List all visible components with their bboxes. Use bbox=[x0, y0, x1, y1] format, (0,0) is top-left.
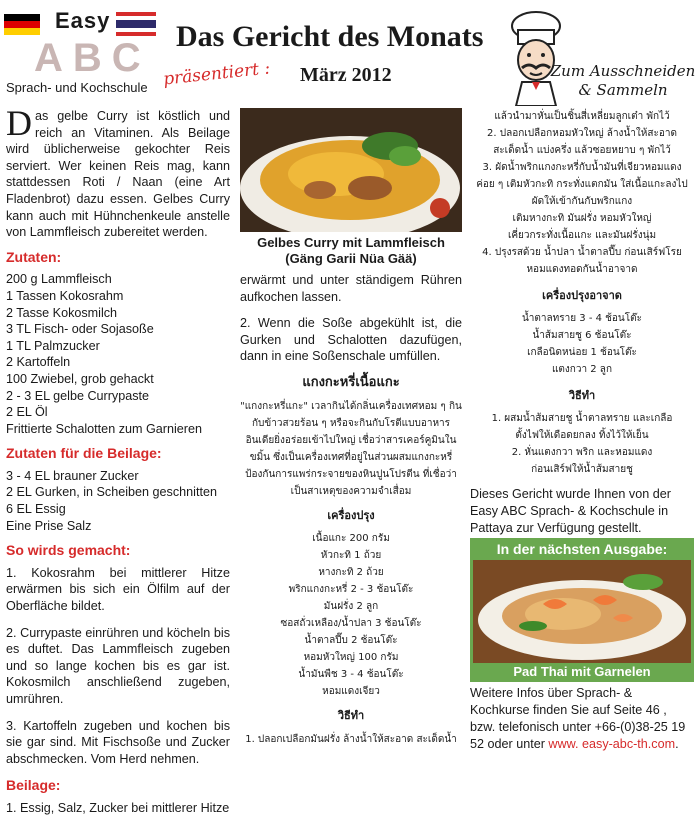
list-item: Frittierte Schalotten zum Garnieren bbox=[6, 421, 202, 436]
side-dish-step: 1. Essig, Salz, Zucker bei mittlerer Hitze bbox=[6, 800, 230, 815]
side-ingredients-list bbox=[6, 468, 230, 534]
ajad-method-line: ก่อนเสิร์ฟให้น้ำส้มสายชู bbox=[531, 464, 633, 475]
thai-intro: "แกงกะหรี่แกะ" เวลากินได้กลิ่นเครื่องเทศหอม ๆ กินกับข้าวสวยร้อน ๆ หรือจะกินกับโรตีแบบอาหารอินเดียยิ่งอร่อยเข้าไปใหญ่ เชื่อว่าสารเคอร์คูมินในขมิ้น ซึ่งเป็นเครื่องเทศที่อยู่ในส่วนผสมแกงกะหรี่ ป้องกันการแพร่กระจายของหินปูนโปรตีน ที่เชื่อว่าเป็นสาเหตุของความจำเสื่อม bbox=[240, 400, 462, 497]
thai-recipe-title: แกงกะหรี่เนื้อแกะ bbox=[302, 374, 400, 390]
list-item: 100 Zwiebel, grob gehackt bbox=[6, 371, 154, 386]
caption-line: (Gäng Garii Nüa Gää) bbox=[285, 251, 417, 266]
thai-ingredient: หางกะทิ 2 ถ้วย bbox=[318, 567, 384, 579]
thai-ingredients-heading: เครื่องปรุง bbox=[327, 508, 375, 522]
more-info-text bbox=[470, 685, 692, 753]
ajad-method-heading: วิธีทำ bbox=[568, 389, 596, 402]
presents-label: präsentiert : bbox=[162, 58, 272, 90]
thai-method-line: ผัดให้เข้ากันกับพริกแกง bbox=[531, 196, 633, 207]
pad-thai-caption: Pad Thai mit Garnelen bbox=[513, 664, 651, 679]
pad-thai-photo bbox=[473, 560, 691, 663]
next-issue-heading: In der nächsten Ausgabe: bbox=[496, 541, 668, 557]
thai-method-line: 4. ปรุงรสด้วย น้ำปลา น้ำตาลปี๊บ ก่อนเสิร์ฟโรย bbox=[482, 247, 682, 258]
credit-text: Dieses Gericht wurde Ihnen von der Easy ABC Sprach- & Kochschule in Pattaya zur Verfügung gestellt. bbox=[470, 487, 671, 535]
thai-method-line: หอมแดงทอดกันน้ำอาจาด bbox=[526, 264, 638, 275]
logo-abc-text: ABC bbox=[34, 36, 151, 80]
thai-ingredient: เนื้อแกะ 200 กรัม bbox=[312, 533, 390, 545]
list-item: 1 Tassen Kokosrahm bbox=[6, 288, 124, 303]
method-step: 2. Currypaste einrühren und köcheln bis es duftet. Das Lammfleisch zugeben und so lange kochen bis es gar ist. Kokosmilch anschließend zugeben, umrühren. bbox=[6, 625, 230, 706]
list-item: Eine Prise Salz bbox=[6, 518, 92, 533]
cutout-line1: Zum Ausschneiden bbox=[550, 62, 696, 80]
method-step: 1. Kokosrahm bei mittlerer Hitze erwärmen bis sich ein Ölfilm auf der Oberfläche bildet. bbox=[6, 565, 230, 614]
continued-text: erwärmt und unter ständigem Rühren aufkochen lassen. bbox=[240, 273, 462, 304]
yellow-curry-photo bbox=[240, 108, 462, 232]
ajad-ingredients-heading: เครื่องปรุงอาจาด bbox=[542, 289, 622, 302]
right-column-thai bbox=[470, 108, 694, 478]
logo-subtitle: Sprach- und Kochschule bbox=[6, 80, 148, 95]
logo-easy-text: Easy bbox=[55, 8, 111, 33]
ajad-ingredient: แตงกวา 2 ลูก bbox=[551, 364, 612, 375]
left-column bbox=[6, 103, 230, 827]
method-step: 3. Kartoffeln zugeben und kochen bis sie gar sind. Mit Fischsoße und Zucker abschmecken. Vom Herd nehmen. bbox=[6, 718, 230, 766]
list-item: 3 - 4 EL brauner Zucker bbox=[6, 468, 139, 483]
ajad-ingredient: เกลือนิดหน่อย 1 ช้อนโต๊ะ bbox=[527, 347, 637, 358]
intro-paragraph bbox=[6, 103, 230, 241]
caption-line: Gelbes Curry mit Lammfleisch bbox=[257, 235, 445, 250]
thai-ingredient: น้ำมันพืช 3 - 4 ช้อนโต๊ะ bbox=[298, 669, 404, 681]
website-link[interactable]: www. easy-abc-th.com bbox=[548, 737, 676, 751]
ingredients-heading: Zutaten: bbox=[6, 248, 62, 265]
thai-ingredient: หอมแดงเจียว bbox=[322, 686, 380, 698]
thai-ingredient: ซอสถั่วเหลือง/น้ำปลา 3 ช้อนโต๊ะ bbox=[280, 618, 422, 630]
list-item: 2 - 3 EL gelbe Currypaste bbox=[6, 388, 150, 403]
thai-ingredient: มันฝรั่ง 2 ลูก bbox=[323, 601, 379, 613]
page-title: Das Gericht des Monats bbox=[176, 20, 484, 53]
thai-method-line: แล้วนำมาหั่นเป็นชิ้นสี่เหลี่ยมลูกเต๋า พักไว้ bbox=[494, 111, 670, 122]
list-item: 2 EL Gurken, in Scheiben geschnitten bbox=[6, 485, 217, 500]
thai-method-line: 3. ผัดน้ำพริกแกงกะหรี่กับน้ำมันที่เจียวหอมแดง bbox=[482, 162, 682, 173]
ajad-ingredient: น้ำส้มสายชู 6 ช้อนโต๊ะ bbox=[532, 330, 632, 341]
thai-ingredient: พริกแกงกะหรี่ 2 - 3 ช้อนโต๊ะ bbox=[288, 584, 414, 596]
more-info-body: Weitere Infos über Sprach- & Kochkurse finden Sie auf Seite 46 , bzw. telefonisch unter +66-(0)38-25 19 52 oder unter bbox=[470, 686, 686, 751]
cutout-note bbox=[548, 62, 698, 100]
list-item: 1 TL Palmzucker bbox=[6, 338, 100, 353]
ajad-ingredient: น้ำตาลทราย 3 - 4 ช้อนโต๊ะ bbox=[521, 313, 643, 324]
thai-method-line: สะเด็ดน้ำ แบ่งครึ่ง แล้วซอยหยาบ ๆ พักไว้ bbox=[493, 145, 671, 156]
thai-method-line: ค่อย ๆ เติมหัวกะทิ กระทั่งแตกมัน ใส่เนื้อแกะลงไป bbox=[476, 179, 688, 190]
thai-method-line: เคี่ยวกระทั่งเนื้อแกะ และมันฝรั่งนุ่ม bbox=[507, 230, 657, 241]
drop-cap: D bbox=[6, 103, 32, 143]
method-heading: So wirds gemacht: bbox=[6, 542, 131, 559]
list-item: 3 TL Fisch- oder Sojasoße bbox=[6, 322, 154, 337]
thai-method-step: 1. ปลอกเปลือกมันฝรั่ง ล้างน้ำให้สะอาด สะเด็ดน้ำ bbox=[245, 733, 457, 745]
ajad-method-line: 2. หั่นแตงกวา พริก และหอมแดง bbox=[511, 447, 653, 458]
thai-ingredient: หอมหัวใหญ่ 100 กรัม bbox=[303, 652, 399, 664]
thai-ingredient: น้ำตาลปี๊บ 2 ช้อนโต๊ะ bbox=[304, 635, 398, 647]
ajad-method-line: 1. ผสมน้ำส้มสายชู น้ำตาลทราย และเกลือ bbox=[491, 413, 673, 424]
cutout-line2: & Sammeln bbox=[578, 81, 668, 99]
thai-method-line: 2. ปลอกเปลือกหอมหัวใหญ่ ล้างน้ำให้สะอาด bbox=[487, 128, 677, 139]
issue-month: März 2012 bbox=[300, 64, 392, 86]
thai-flag-icon bbox=[116, 12, 156, 36]
thai-method-line: เติมหางกะทิ มันฝรั่ง หอมหัวใหญ่ bbox=[512, 213, 652, 224]
list-item: 6 EL Essig bbox=[6, 502, 66, 517]
middle-column bbox=[240, 272, 462, 748]
ingredients-list bbox=[6, 271, 230, 437]
side-ingredients-heading: Zutaten für die Beilage: bbox=[6, 445, 162, 462]
list-item: 2 Tasse Kokosmilch bbox=[6, 305, 118, 320]
list-item: 2 Kartoffeln bbox=[6, 355, 71, 370]
more-info-end: . bbox=[675, 737, 679, 751]
intro-text: as gelbe Curry ist köstlich und reich an Vitaminen. Als Beilage wird üblicherweise gekochter Reis serviert. Wer keinen Reis mag, kann stattdessen Roti / Naan (eine Art Fladenbrot) dazu essen. Gelbes Curry kann auch mit Hühnchenkeule anstelle von Lammfleisch zubereitet werden. bbox=[6, 109, 230, 240]
thai-method-heading: วิธีทำ bbox=[337, 709, 365, 723]
thai-ingredient: หัวกะทิ 1 ถ้วย bbox=[320, 550, 382, 562]
side-dish-step-2: 2. Wenn die Soße abgekühlt ist, die Gurken und Schalotten dazufügen, dann in eine Soßenschale umfüllen. bbox=[240, 316, 462, 364]
list-item: 200 g Lammfleisch bbox=[6, 272, 112, 287]
side-dish-heading: Beilage: bbox=[6, 777, 61, 794]
german-flag-icon bbox=[4, 14, 40, 35]
curry-caption bbox=[238, 235, 464, 267]
ajad-method-line: ตั้งไฟให้เดือดยกลง ทิ้งไว้ให้เย็น bbox=[515, 430, 649, 441]
list-item: 2 EL Öl bbox=[6, 405, 48, 420]
